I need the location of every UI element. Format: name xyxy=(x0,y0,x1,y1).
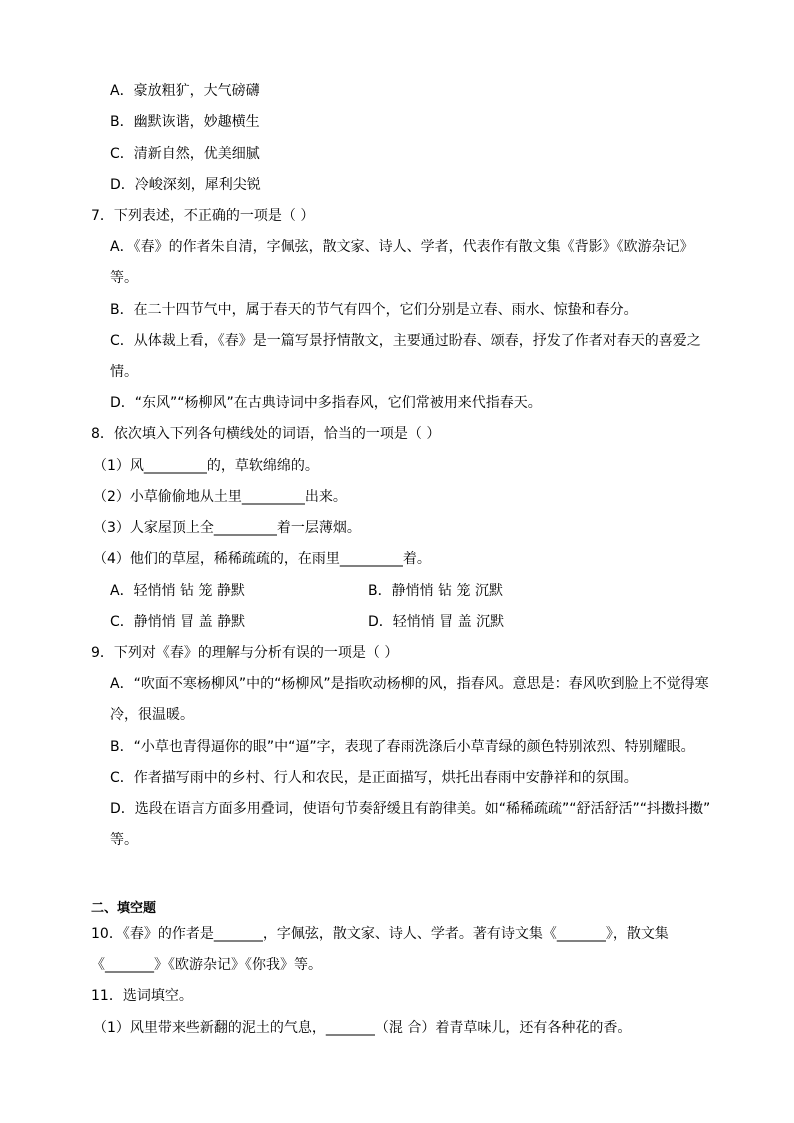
q7-option-c-line1: C．从体裁上看，《春》是一篇写景抒情散文，主要通过盼春、颂春，抒发了作者对春天的喜爱之 xyxy=(110,333,701,349)
q8-option-c: C．静悄悄 冒 盖 静默 xyxy=(110,614,246,630)
q6-option-d: D．冷峻深刻，犀利尖锐 xyxy=(110,177,261,193)
q8-stem: 8．依次填入下列各句横线处的词语，恰当的一项是（ ） xyxy=(91,426,441,442)
q7-option-c-line2: 情。 xyxy=(110,364,138,380)
q8-sentence-1: （1）风_________的，草软绵绵的。 xyxy=(93,458,319,474)
q7-option-d: D．“东风”“杨柳风”在古典诗词中多指春风，它们常被用来代指春天。 xyxy=(110,395,542,411)
q10-line2: 《_______》《欧游杂记》《你我》等。 xyxy=(91,957,322,973)
q9-option-b: B．“小草也青得逼你的眼”中“逼”字，表现了春雨洗涤后小草青绿的颜色特别浓烈、特别耀眼。 xyxy=(110,739,695,755)
q9-option-a-line1: A．“吹面不寒杨柳风”中的“杨柳风”是指吹动杨柳的风，指春风。意思是：春风吹到脸上不觉得寒 xyxy=(110,676,709,692)
q7-stem: 7．下列表述，不正确的一项是（ ） xyxy=(91,208,315,224)
q9-option-d-line2: 等。 xyxy=(110,832,138,848)
q9-option-c: C．作者描写雨中的乡村、行人和农民，是正面描写，烘托出春雨中安静祥和的氛围。 xyxy=(110,770,638,786)
q8-option-b: B．静悄悄 钻 笼 沉默 xyxy=(368,583,503,599)
q6-option-a: A．豪放粗犷，大气磅礴 xyxy=(110,83,260,99)
section-title: 二、填空题 xyxy=(91,901,157,916)
q9-option-d-line1: D．选段在语言方面多用叠词，使语句节奏舒缓且有韵律美。如“稀稀疏疏”“舒活舒活”“抖擞抖擞” xyxy=(110,801,711,817)
q8-sentence-4: （4）他们的草屋，稀稀疏疏的，在雨里_________着。 xyxy=(93,551,431,567)
q11-stem: 11．选词填空。 xyxy=(91,988,193,1004)
q7-option-b: B．在二十四节气中，属于春天的节气有四个，它们分别是立春、雨水、惊蛰和春分。 xyxy=(110,302,638,318)
q8-option-d: D．轻悄悄 冒 盖 沉默 xyxy=(368,614,505,630)
q8-sentence-3: （3）人家屋顶上全_________着一层薄烟。 xyxy=(93,520,361,536)
q9-option-a-line2: 冷，很温暖。 xyxy=(110,707,194,723)
q7-option-a-line1: A．《春》的作者朱自清，字佩弦，散文家、诗人、学者，代表作有散文集《背影》《欧游杂记》 xyxy=(110,239,694,255)
q8-option-a: A．轻悄悄 钻 笼 静默 xyxy=(110,583,245,599)
q11-sentence-1: （1）风里带来些新翻的泥土的气息，_______（混 合）着青草味儿，还有各种花的香。 xyxy=(93,1020,632,1036)
q7-option-a-line2: 等。 xyxy=(110,270,138,286)
q10-line1: 10．《春》的作者是_______，字佩弦，散文家、诗人、学者。著有诗文集《_______》，散文集 xyxy=(91,926,669,942)
q6-option-b: B．幽默诙谐，妙趣横生 xyxy=(110,114,260,130)
q9-stem: 9．下列对《春》的理解与分析有误的一项是（ ） xyxy=(91,645,399,661)
q6-option-c: C．清新自然，优美细腻 xyxy=(110,146,260,162)
q8-sentence-2: （2）小草偷偷地从土里_________出来。 xyxy=(93,489,347,505)
